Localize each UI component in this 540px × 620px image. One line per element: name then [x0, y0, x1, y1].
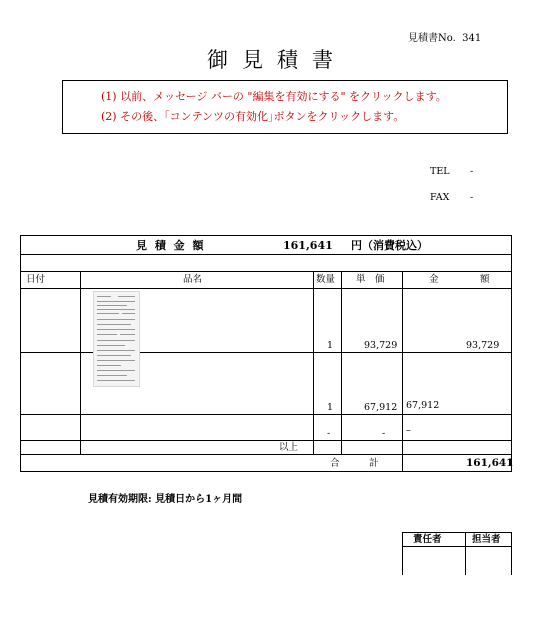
header-amount-right: 額: [480, 274, 490, 285]
table-rule: [20, 454, 511, 455]
tel-value: -: [470, 166, 474, 177]
table-col-divider: [341, 271, 342, 454]
table-border-top: [20, 235, 511, 236]
stamp-responsible-label: 責任者: [413, 534, 442, 545]
header-unit-price: 単 価: [356, 274, 385, 285]
stamp-border-top: [402, 532, 511, 533]
table-rule: [20, 414, 511, 415]
item-thumbnail: [93, 291, 140, 387]
stamp-col-divider: [465, 532, 466, 575]
quote-number-value: 341: [462, 33, 482, 44]
table-border-right: [511, 235, 512, 472]
validity-period: 見積有効期限: 見積日から1ヶ月間: [88, 494, 243, 505]
summary-unit: 円（消費税込）: [351, 239, 428, 252]
summary-label: 見 積 金 額: [136, 239, 206, 252]
row3-unit-price: -: [382, 428, 386, 439]
notice-line-1: (1) 以前、メッセージ バーの "編集を有効にする" をクリックします。: [101, 90, 447, 103]
table-rule: [20, 271, 511, 272]
fax-label: FAX: [430, 192, 450, 203]
row2-unit-price: 67,912: [364, 402, 398, 413]
header-amount-left: 金: [429, 274, 439, 285]
row3-amount: –: [406, 425, 411, 436]
table-col-divider: [313, 271, 314, 454]
notice-line-2: (2) その後、｢コンテンツの有効化｣ボタンをクリックします。: [101, 110, 405, 123]
fax-value: -: [470, 192, 474, 203]
table-border-bottom: [20, 471, 511, 472]
tel-label: TEL: [430, 166, 450, 177]
row1-unit-price: 93,729: [364, 340, 398, 351]
total-label-right: 計: [369, 458, 379, 469]
header-item: 品名: [183, 274, 203, 285]
stamp-border-left: [402, 532, 403, 575]
row2-qty: 1: [327, 402, 334, 413]
quote-number: [408, 29, 481, 44]
summary-amount: 161,641: [283, 239, 333, 252]
macro-notice-box: [62, 80, 508, 134]
stamp-border-right: [511, 532, 512, 575]
stamp-staff-label: 担当者: [472, 534, 501, 545]
table-rule: [20, 254, 511, 255]
document-title: 御見積書: [207, 48, 347, 72]
table-rule: [20, 288, 511, 289]
stamp-divider: [402, 546, 511, 547]
table-col-divider: [80, 271, 81, 454]
table-rule: [20, 440, 511, 441]
row3-qty: -: [327, 428, 331, 439]
row2-amount: 67,912: [406, 400, 440, 411]
total-label-left: 合: [330, 458, 340, 469]
table-border-left: [20, 235, 21, 471]
quote-number-label: 見積書No.: [408, 33, 456, 44]
end-label: 以上: [279, 442, 299, 453]
row1-amount: 93,729: [466, 340, 500, 351]
header-date: 日付: [26, 274, 46, 285]
row1-qty: 1: [327, 340, 334, 351]
header-qty: 数量: [316, 274, 336, 285]
total-value: 161,641: [466, 457, 514, 469]
table-col-divider: [402, 271, 403, 471]
